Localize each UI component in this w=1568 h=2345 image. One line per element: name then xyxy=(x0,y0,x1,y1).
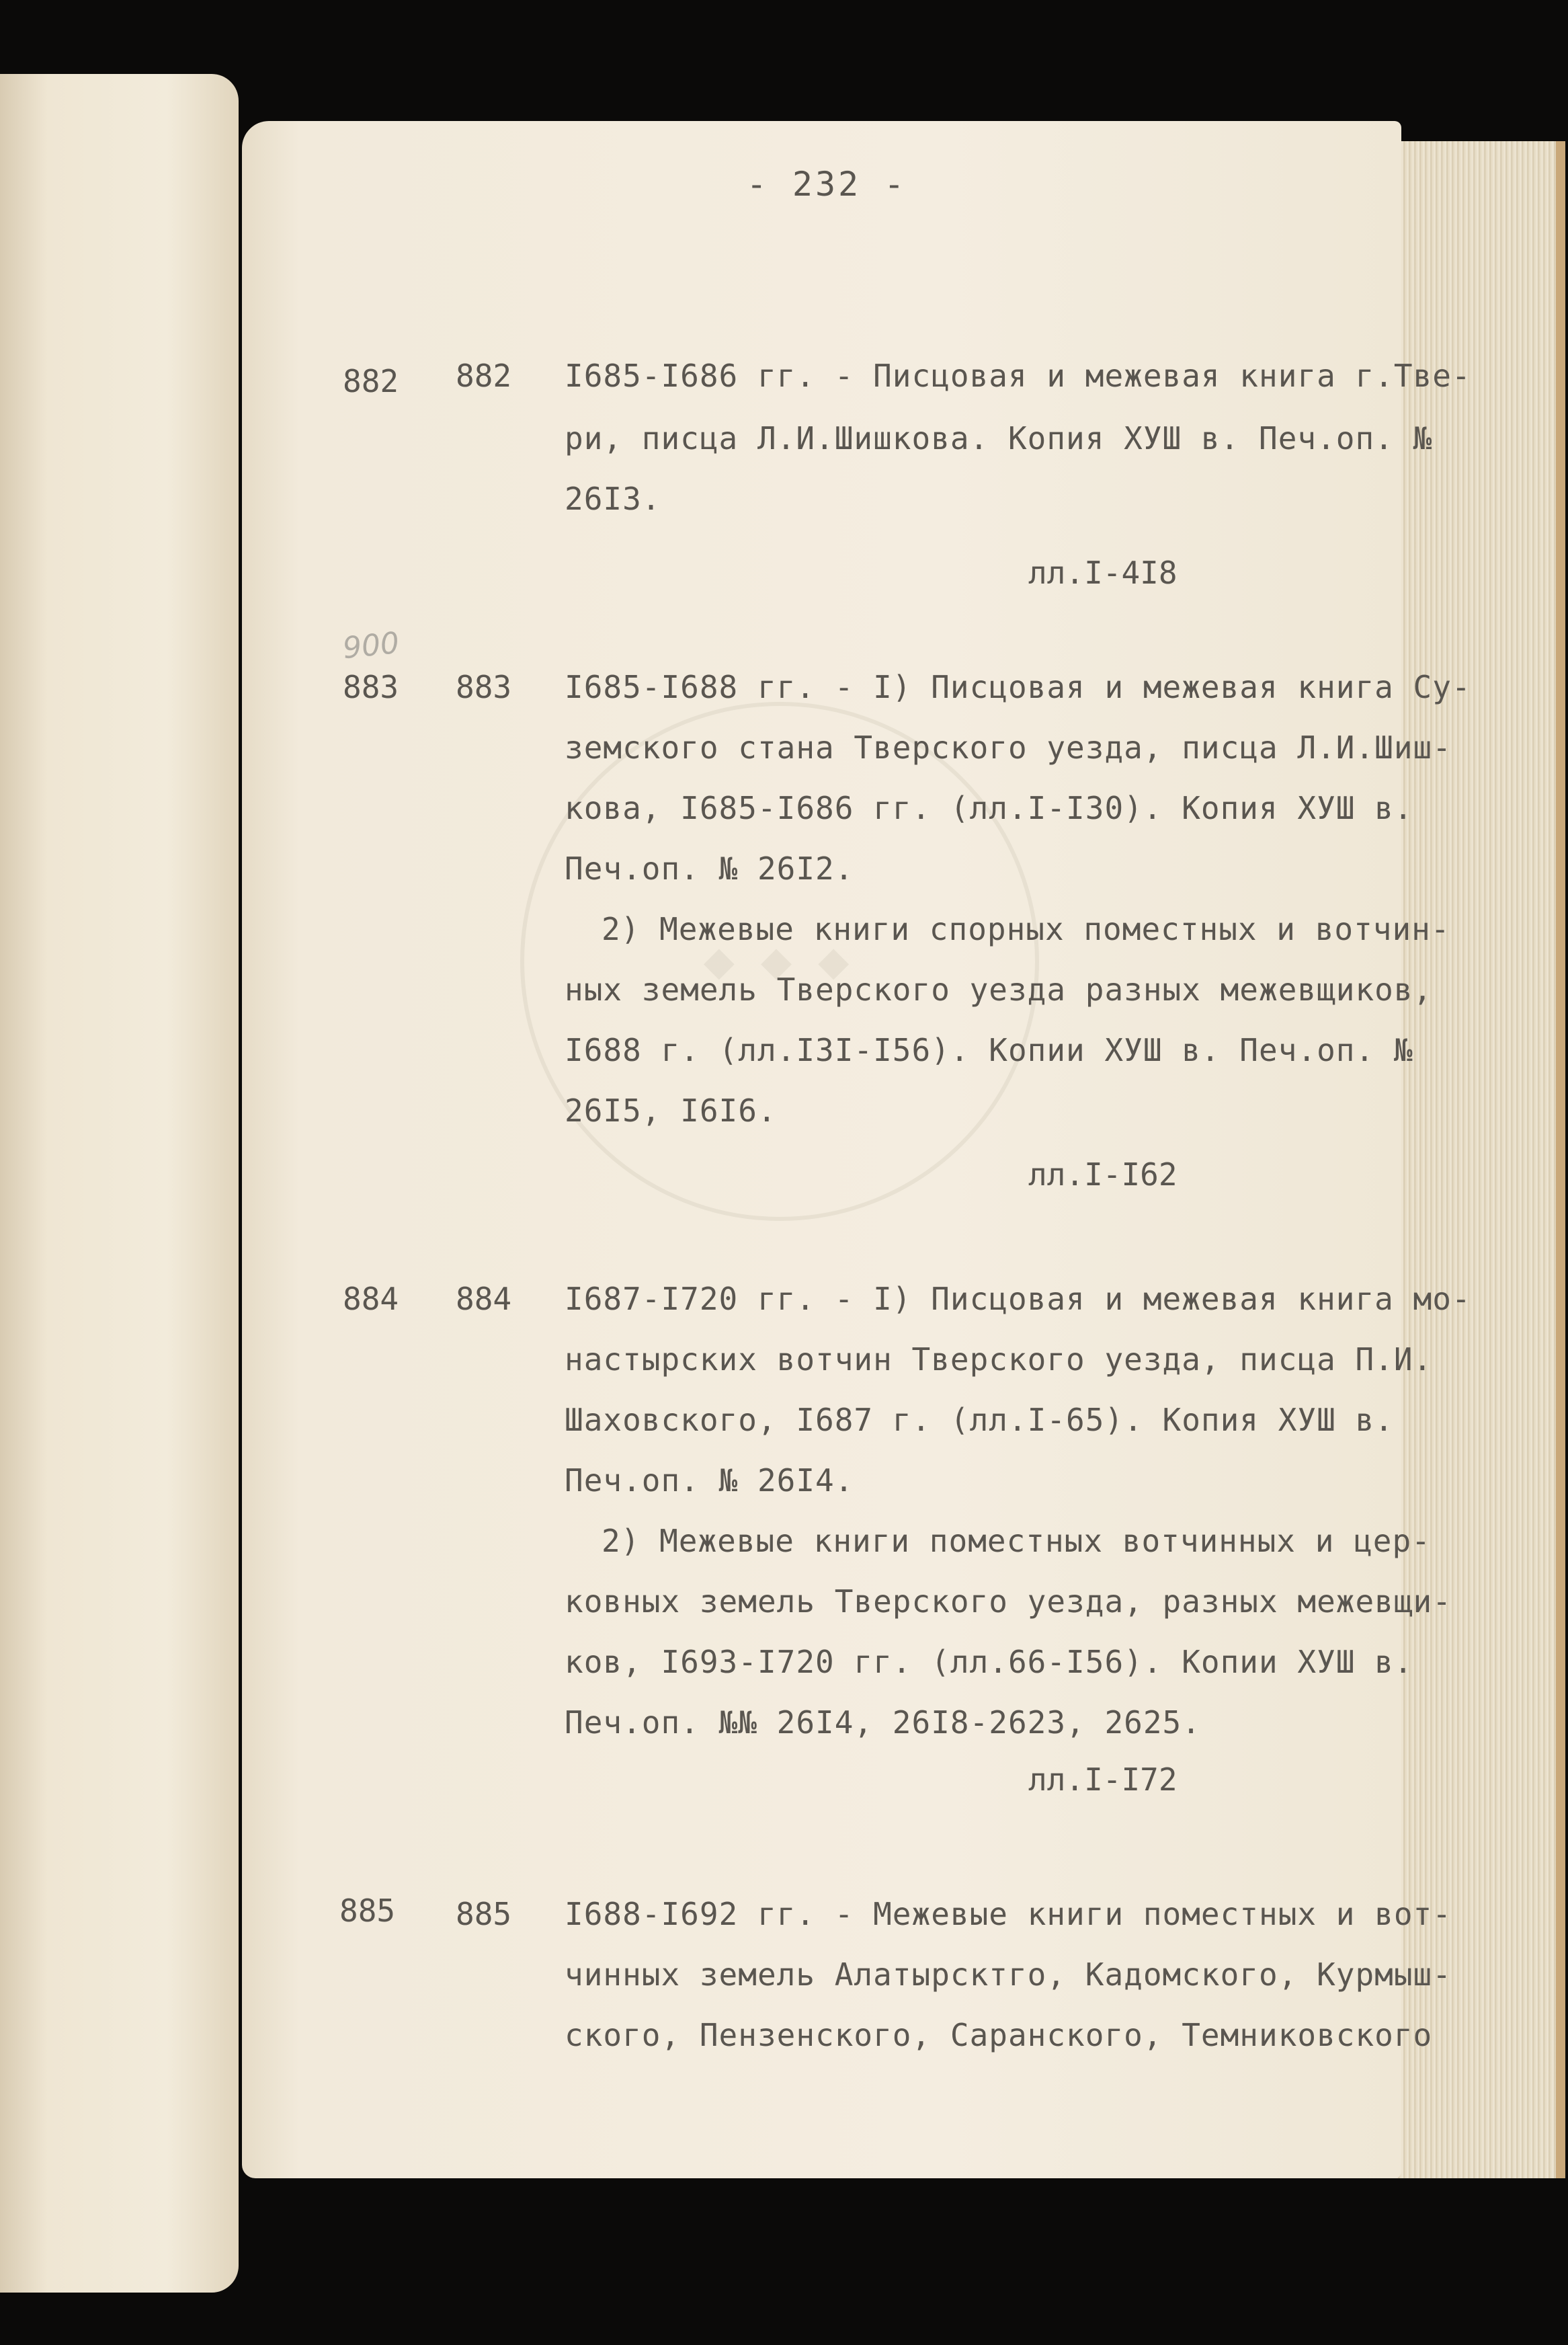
entry-line: ковных земель Тверского уезда, разных межевщи- xyxy=(565,1583,1452,1620)
entry-line: Печ.оп. № 26I4. xyxy=(565,1462,854,1499)
entry-line: Шаховского, I687 г. (лл.I-65). Копия ХУШ в. xyxy=(565,1402,1394,1438)
entry-line: 2) Межевые книги спорных поместных и вотчин- xyxy=(602,911,1450,947)
pencil-note: 900 xyxy=(341,625,401,666)
entry-number-right: 882 xyxy=(456,358,512,394)
entry-line: настырских вотчин Тверского уезда, писца П.И. xyxy=(565,1341,1433,1378)
entry-line: 2) Межевые книги поместных вотчинных и цер- xyxy=(602,1523,1431,1559)
entry-number-left: 885 xyxy=(339,1893,396,1929)
entry-number-left: 884 xyxy=(343,1281,399,1317)
entry-line: кова, I685-I686 гг. (лл.I-I30). Копия ХУШ в. xyxy=(565,790,1413,826)
entry-line: Печ.оп. №№ 26I4, 26I8-2623, 2625. xyxy=(565,1704,1201,1741)
entry-line: I688-I692 гг. - Межевые книги поместных и вот- xyxy=(565,1896,1452,1932)
entry-line: земского стана Тверского уезда, писца Л.И.Шиш- xyxy=(565,729,1452,766)
entry-number-right: 884 xyxy=(456,1281,512,1317)
archive-stamp-watermark xyxy=(520,702,1039,1221)
entry-line: I685-I688 гг. - I) Писцовая и межевая книга Су- xyxy=(565,669,1471,705)
right-page xyxy=(242,121,1471,2178)
entry-line: ского, Пензенского, Саранского, Темниковского xyxy=(565,2017,1433,2053)
entry-line: Печ.оп. № 26I2. xyxy=(565,850,854,887)
sheet-reference: лл.I-I62 xyxy=(1028,1156,1178,1193)
sheet-reference: лл.I-I72 xyxy=(1028,1761,1178,1798)
entry-number-right: 883 xyxy=(456,669,512,705)
watermark-seal-icon: ◆ ◆ ◆ xyxy=(703,938,856,985)
page-number: - 232 - xyxy=(746,165,907,204)
left-page xyxy=(0,74,239,2293)
entry-line: 26I5, I6I6. xyxy=(565,1092,777,1129)
entry-line: I688 г. (лл.I3I-I56). Копии ХУШ в. Печ.оп. № xyxy=(565,1032,1413,1068)
entry-line: ри, писца Л.И.Шишкова. Копия ХУШ в. Печ.оп. № xyxy=(565,420,1433,456)
entry-line: ных земель Тверского уезда разных межевщиков, xyxy=(565,971,1433,1008)
entry-line: 26I3. xyxy=(565,481,661,517)
entry-number-right: 885 xyxy=(456,1896,512,1932)
entry-number-left: 883 xyxy=(343,669,399,705)
entry-line: чинных земель Алатырсктго, Кадомского, Курмыш- xyxy=(565,1956,1452,1993)
entry-line: I685-I686 гг. - Писцовая и межевая книга г.Тве- xyxy=(565,358,1471,394)
entry-line: ков, I693-I720 гг. (лл.66-I56). Копии ХУШ в. xyxy=(565,1644,1413,1680)
sheet-reference: лл.I-4I8 xyxy=(1028,555,1178,591)
entry-number-left: 882 xyxy=(343,363,399,399)
entry-line: I687-I720 гг. - I) Писцовая и межевая книга мо- xyxy=(565,1281,1471,1317)
